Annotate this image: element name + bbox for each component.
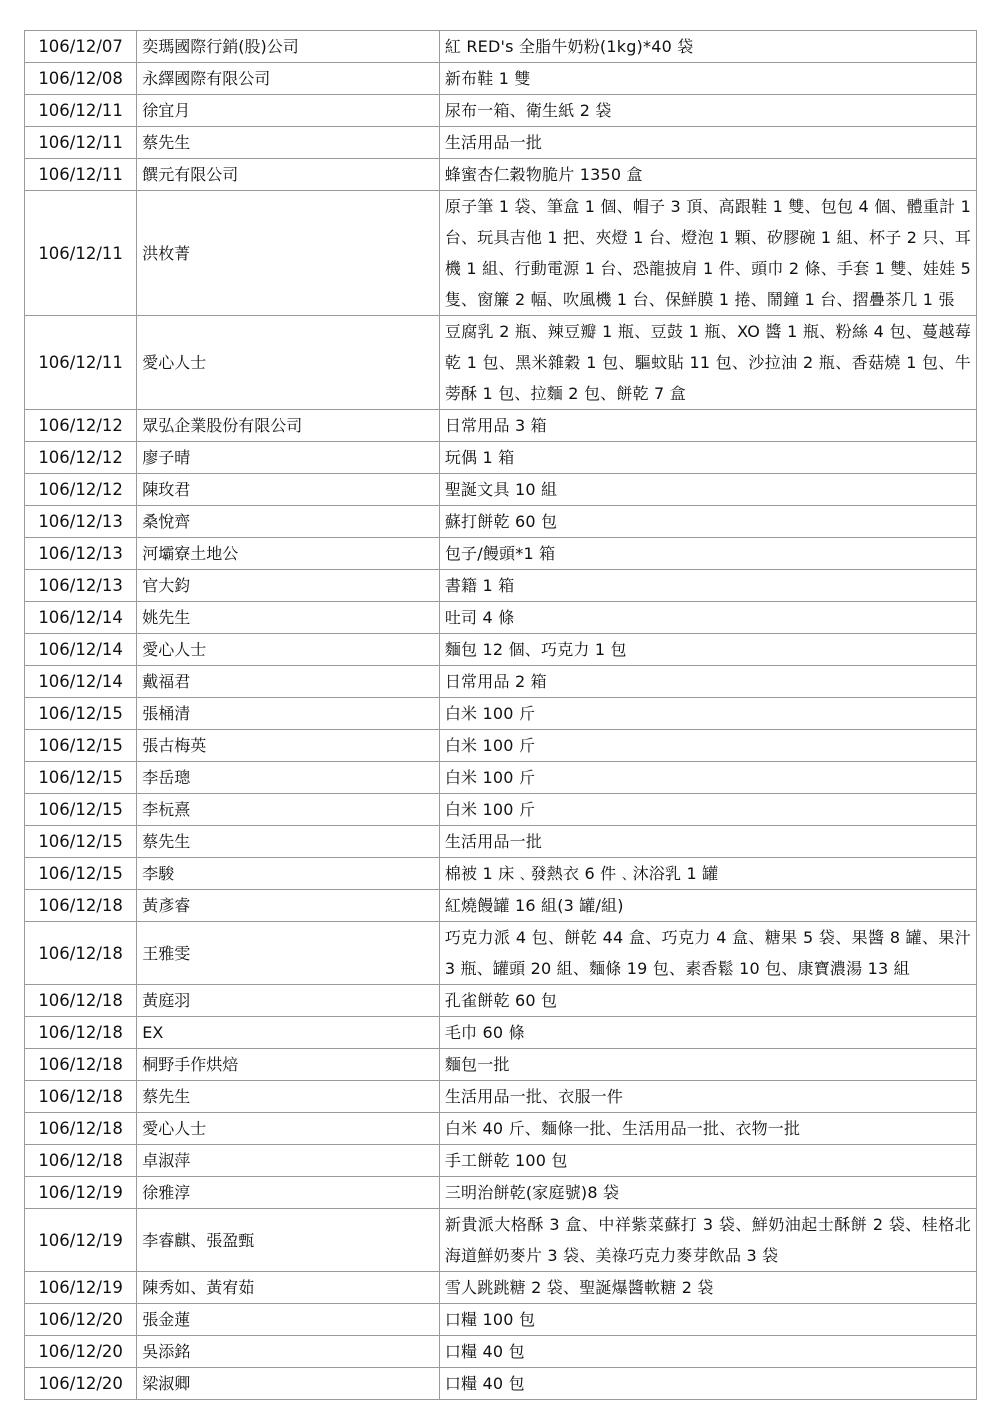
items-cell: 麵包一批 [439,1049,976,1081]
date-cell: 106/12/19 [25,1177,137,1209]
table-row [25,31,977,63]
items-cell: 白米 100 斤 [439,698,976,730]
donor-cell: 張金蓮 [137,1304,440,1336]
donor-cell: 張古梅英 [137,730,440,762]
date-cell: 106/12/14 [25,666,137,698]
table-row [25,858,977,890]
items-cell: 日常用品 3 箱 [439,410,976,442]
donor-cell: 徐雅淳 [137,1177,440,1209]
table-row [25,127,977,159]
date-cell: 106/12/12 [25,442,137,474]
table-row [25,890,977,922]
table-row [25,1209,977,1272]
table-row [25,95,977,127]
donation-table [24,30,977,1400]
items-cell: 生活用品一批 [439,127,976,159]
date-cell: 106/12/14 [25,602,137,634]
donor-cell: 桐野手作烘焙 [137,1049,440,1081]
table-row [25,985,977,1017]
donor-cell: 梁淑卿 [137,1368,440,1400]
donor-cell: 蔡先生 [137,127,440,159]
date-cell: 106/12/18 [25,1145,137,1177]
items-cell: 聖誕文具 10 組 [439,474,976,506]
items-cell: 紅燒饅罐 16 組(3 罐/組) [439,890,976,922]
items-cell: 新貴派大格酥 3 盒、中祥紫菜蘇打 3 袋、鮮奶油起士酥餅 2 袋、桂格北海道鮮奶麥片 3 袋、美祿巧克力麥芽飲品 3 袋 [439,1209,976,1272]
donor-cell: 李駿 [137,858,440,890]
table-row [25,794,977,826]
date-cell: 106/12/20 [25,1304,137,1336]
items-cell: 白米 40 斤、麵條一批、生活用品一批、衣物一批 [439,1113,976,1145]
items-cell: 白米 100 斤 [439,762,976,794]
items-cell: 日常用品 2 箱 [439,666,976,698]
donor-cell: 李杬熹 [137,794,440,826]
donor-cell: 李睿麒、張盈甄 [137,1209,440,1272]
items-cell: 生活用品一批、衣服一件 [439,1081,976,1113]
table-row [25,442,977,474]
items-cell: 毛巾 60 條 [439,1017,976,1049]
table-row [25,666,977,698]
donor-cell: 桑悅齊 [137,506,440,538]
items-cell: 豆腐乳 2 瓶、辣豆瓣 1 瓶、豆鼓 1 瓶、XO 醬 1 瓶、粉絲 4 包、蔓越莓乾 1 包、黑米雜穀 1 包、驅蚊貼 11 包、沙拉油 2 瓶、香菇燒 1 包、牛蒡酥 1 包、拉麵 2 包、餅乾 7 盒 [439,316,976,410]
items-cell: 生活用品一批 [439,826,976,858]
donor-cell: 愛心人士 [137,1113,440,1145]
donor-cell: 官大鈞 [137,570,440,602]
date-cell: 106/12/18 [25,1017,137,1049]
donor-cell: 永繹國際有限公司 [137,63,440,95]
table-row [25,1081,977,1113]
table-row [25,1113,977,1145]
table-row [25,1017,977,1049]
donor-cell: EX [137,1017,440,1049]
date-cell: 106/12/13 [25,506,137,538]
table-row [25,1272,977,1304]
donor-cell: 張桶清 [137,698,440,730]
date-cell: 106/12/18 [25,1049,137,1081]
items-cell: 玩偶 1 箱 [439,442,976,474]
date-cell: 106/12/11 [25,159,137,191]
items-cell: 口糧 100 包 [439,1304,976,1336]
donor-cell: 徐宜月 [137,95,440,127]
table-body [25,31,977,1400]
date-cell: 106/12/15 [25,698,137,730]
date-cell: 106/12/18 [25,1113,137,1145]
items-cell: 口糧 40 包 [439,1336,976,1368]
items-cell: 孔雀餅乾 60 包 [439,985,976,1017]
date-cell: 106/12/07 [25,31,137,63]
date-cell: 106/12/19 [25,1209,137,1272]
date-cell: 106/12/12 [25,474,137,506]
donor-cell: 奕瑪國際行銷(股)公司 [137,31,440,63]
items-cell: 白米 100 斤 [439,794,976,826]
items-cell: 棉被 1 床﹑發熱衣 6 件﹑沐浴乳 1 罐 [439,858,976,890]
items-cell: 白米 100 斤 [439,730,976,762]
donor-cell: 洪枚菁 [137,191,440,316]
items-cell: 吐司 4 條 [439,602,976,634]
table-row [25,762,977,794]
date-cell: 106/12/14 [25,634,137,666]
date-cell: 106/12/20 [25,1368,137,1400]
date-cell: 106/12/13 [25,538,137,570]
donor-cell: 陳玫君 [137,474,440,506]
items-cell: 包子/饅頭*1 箱 [439,538,976,570]
items-cell: 新布鞋 1 雙 [439,63,976,95]
items-cell: 麵包 12 個、巧克力 1 包 [439,634,976,666]
donor-cell: 廖子晴 [137,442,440,474]
donor-cell: 王雅雯 [137,922,440,985]
items-cell: 蜂蜜杏仁穀物脆片 1350 盒 [439,159,976,191]
donor-cell: 戴福君 [137,666,440,698]
table-row [25,538,977,570]
table-row [25,1336,977,1368]
table-row [25,570,977,602]
date-cell: 106/12/11 [25,95,137,127]
date-cell: 106/12/15 [25,762,137,794]
table-row [25,63,977,95]
donor-cell: 愛心人士 [137,316,440,410]
items-cell: 書籍 1 箱 [439,570,976,602]
date-cell: 106/12/18 [25,922,137,985]
table-row [25,634,977,666]
items-cell: 尿布一箱、衛生紙 2 袋 [439,95,976,127]
items-cell: 雪人跳跳糖 2 袋、聖誕爆醬軟糖 2 袋 [439,1272,976,1304]
date-cell: 106/12/15 [25,794,137,826]
table-row [25,410,977,442]
donor-cell: 吳添銘 [137,1336,440,1368]
items-cell: 三明治餅乾(家庭號)8 袋 [439,1177,976,1209]
table-row [25,826,977,858]
donor-cell: 蔡先生 [137,826,440,858]
table-row [25,1145,977,1177]
table-row [25,698,977,730]
date-cell: 106/12/15 [25,730,137,762]
date-cell: 106/12/19 [25,1272,137,1304]
table-row [25,159,977,191]
date-cell: 106/12/15 [25,826,137,858]
donor-cell: 黃彥睿 [137,890,440,922]
table-row [25,1368,977,1400]
date-cell: 106/12/11 [25,316,137,410]
items-cell: 原子筆 1 袋、筆盒 1 個、帽子 3 頂、高跟鞋 1 雙、包包 4 個、體重計 1 台、玩具吉他 1 把、夾燈 1 台、燈泡 1 顆、矽膠碗 1 組、杯子 2 只、耳機 1 組、行動電源 1 台、恐龍披肩 1 件、頭巾 2 條、手套 1 雙、娃娃 5 隻、窗簾 2 幅、吹風機 1 台、保鮮膜 1 捲、鬧鐘 1 台、摺疊茶几 1 張 [439,191,976,316]
items-cell: 手工餅乾 100 包 [439,1145,976,1177]
table-row [25,602,977,634]
items-cell: 蘇打餅乾 60 包 [439,506,976,538]
donor-cell: 眾弘企業股份有限公司 [137,410,440,442]
donor-cell: 饌元有限公司 [137,159,440,191]
table-row [25,506,977,538]
donor-cell: 卓淑萍 [137,1145,440,1177]
table-row [25,474,977,506]
date-cell: 106/12/18 [25,985,137,1017]
donor-cell: 愛心人士 [137,634,440,666]
donor-cell: 姚先生 [137,602,440,634]
table-row [25,1304,977,1336]
date-cell: 106/12/11 [25,191,137,316]
items-cell: 口糧 40 包 [439,1368,976,1400]
date-cell: 106/12/15 [25,858,137,890]
donor-cell: 蔡先生 [137,1081,440,1113]
table-row [25,922,977,985]
table-row [25,191,977,316]
table-row [25,1177,977,1209]
donor-cell: 李岳璁 [137,762,440,794]
donor-cell: 黃庭羽 [137,985,440,1017]
table-row [25,316,977,410]
date-cell: 106/12/08 [25,63,137,95]
date-cell: 106/12/13 [25,570,137,602]
date-cell: 106/12/18 [25,890,137,922]
date-cell: 106/12/12 [25,410,137,442]
date-cell: 106/12/20 [25,1336,137,1368]
table-row [25,1049,977,1081]
table-row [25,730,977,762]
items-cell: 巧克力派 4 包、餅乾 44 盒、巧克力 4 盒、糖果 5 袋、果醬 8 罐、果汁 3 瓶、罐頭 20 組、麵條 19 包、素香鬆 10 包、康寶濃湯 13 組 [439,922,976,985]
donor-cell: 陳秀如、黃宥茹 [137,1272,440,1304]
date-cell: 106/12/11 [25,127,137,159]
date-cell: 106/12/18 [25,1081,137,1113]
items-cell: 紅 RED's 全脂牛奶粉(1kg)*40 袋 [439,31,976,63]
donor-cell: 河壩寮土地公 [137,538,440,570]
